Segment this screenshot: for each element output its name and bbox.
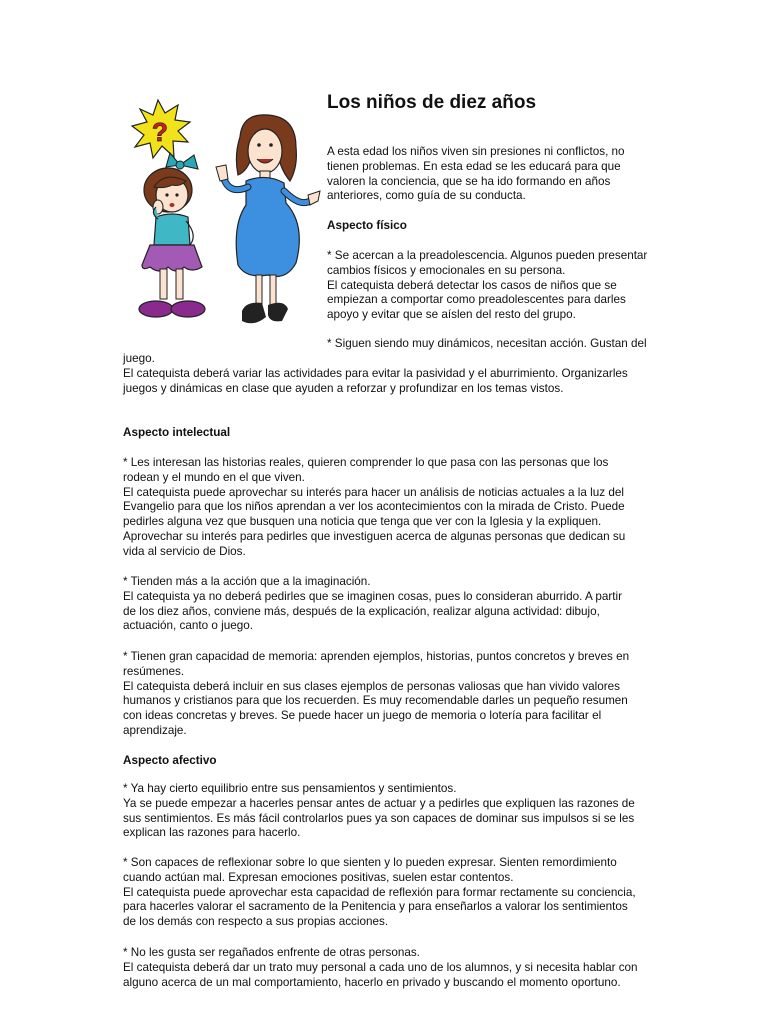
- afectivo-paragraph-3: * No les gusta ser regañados enfrente de otras personas. El catequista deberá dar un trato muy personal a cada uno de los alumnos, y si necesita hablar con alguno acerca de un mal comportamiento, hacerlo en privado y buscando el momento oportuno.: [123, 946, 638, 989]
- fisico-paragraph-2-rest: juego. El catequista deberá variar las actividades para evitar la pasividad y el aburrimiento. Organizarles juegos y dinámicas en clase que ayuden a reforzar y profundizar en los temas vistos.: [123, 352, 628, 395]
- heading-aspecto-intelectual: Aspecto intelectual: [123, 426, 231, 439]
- page-title: Los niños de diez años: [327, 92, 537, 113]
- heading-aspecto-afectivo: Aspecto afectivo: [123, 754, 217, 767]
- afectivo-paragraph-1: * Ya hay cierto equilibrio entre sus pensamientos y sentimientos. Ya se puede empezar a hacerles pensar antes de actuar y a pedirles que expliquen las razones de sus sentimientos. Es más fácil controlarlos pues ya son capaces de dominar sus impulsos si se les explican las razones para hacerlo.: [123, 782, 635, 840]
- question-burst-icon: [132, 100, 190, 158]
- mother-and-girl-illustration-icon: [120, 95, 325, 340]
- mother-figure-icon: [216, 115, 320, 323]
- intelectual-paragraph-2: * Tienden más a la acción que a la imaginación. El catequista ya no deberá pedirles que se imaginen cosas, pues lo consideran aburrido. A partir de los diez años, conviene más, después de la explicación, realizar alguna actividad: dibujo, actuación, canto o juego.: [123, 575, 622, 633]
- fisico-paragraph-2-start: * Siguen siendo muy dinámicos, necesitan acción. Gustan del: [327, 337, 647, 350]
- intro-paragraph: A esta edad los niños viven sin presiones ni conflictos, no tienen problemas. En esta edad se les educará para que valoren la conciencia, que se ha ido formando en años anteriores, como guía de su conducta.: [327, 145, 625, 203]
- girl-figure-icon: [139, 153, 205, 317]
- svg-text:?: ?: [152, 117, 168, 147]
- afectivo-paragraph-2: * Son capaces de reflexionar sobre lo que sienten y lo pueden expresar. Sienten remordimiento cuando actúan mal. Expresan emociones positivas, suelen estar contentos. El catequista puede aprovechar esta capacidad de reflexión para formar rectamente su conciencia, para hacerles valorar el sacramento de la Penitencia y para enseñarlos a valorar los sentimientos de los demás con respecto a sus propias acciones.: [123, 856, 636, 929]
- intelectual-paragraph-1: * Les interesan las historias reales, quieren comprender lo que pasa con las personas que los rodean y el mundo en el que viven. El catequista puede aprovechar su interés para hacer un análisis de noticias actuales a la luz del Evangelio para que los niños aprendan a ver los acontecimientos con la mirada de Cristo. Puede pedirles alguna vez que busquen una noticia que tenga que ver con la Iglesia y la expliquen. Aprovechar su interés para pedirles que investiguen acerca de algunas personas que dedican su vida al servicio de Dios.: [123, 456, 626, 558]
- intelectual-paragraph-3: * Tienen gran capacidad de memoria: aprenden ejemplos, historias, puntos concretos y breves en resúmenes. El catequista deberá incluir en sus clases ejemplos de personas valiosas que han vivido valores humanos y cristianos para que los recuerden. Es muy recomendable darles un pequeño resumen con ideas concretas y breves. Se puede hacer un juego de memoria o lotería para facilitar el aprendizaje.: [123, 650, 630, 737]
- fisico-paragraph-1: * Se acercan a la preadolescencia. Algunos pueden presentar cambios físicos y emocionales en su persona. El catequista deberá detectar los casos de niños que se empiezan a comportar como preadolescentes para darles apoyo y evitar que se aíslen del resto del grupo.: [327, 249, 648, 322]
- heading-aspecto-fisico: Aspecto físico: [327, 219, 407, 232]
